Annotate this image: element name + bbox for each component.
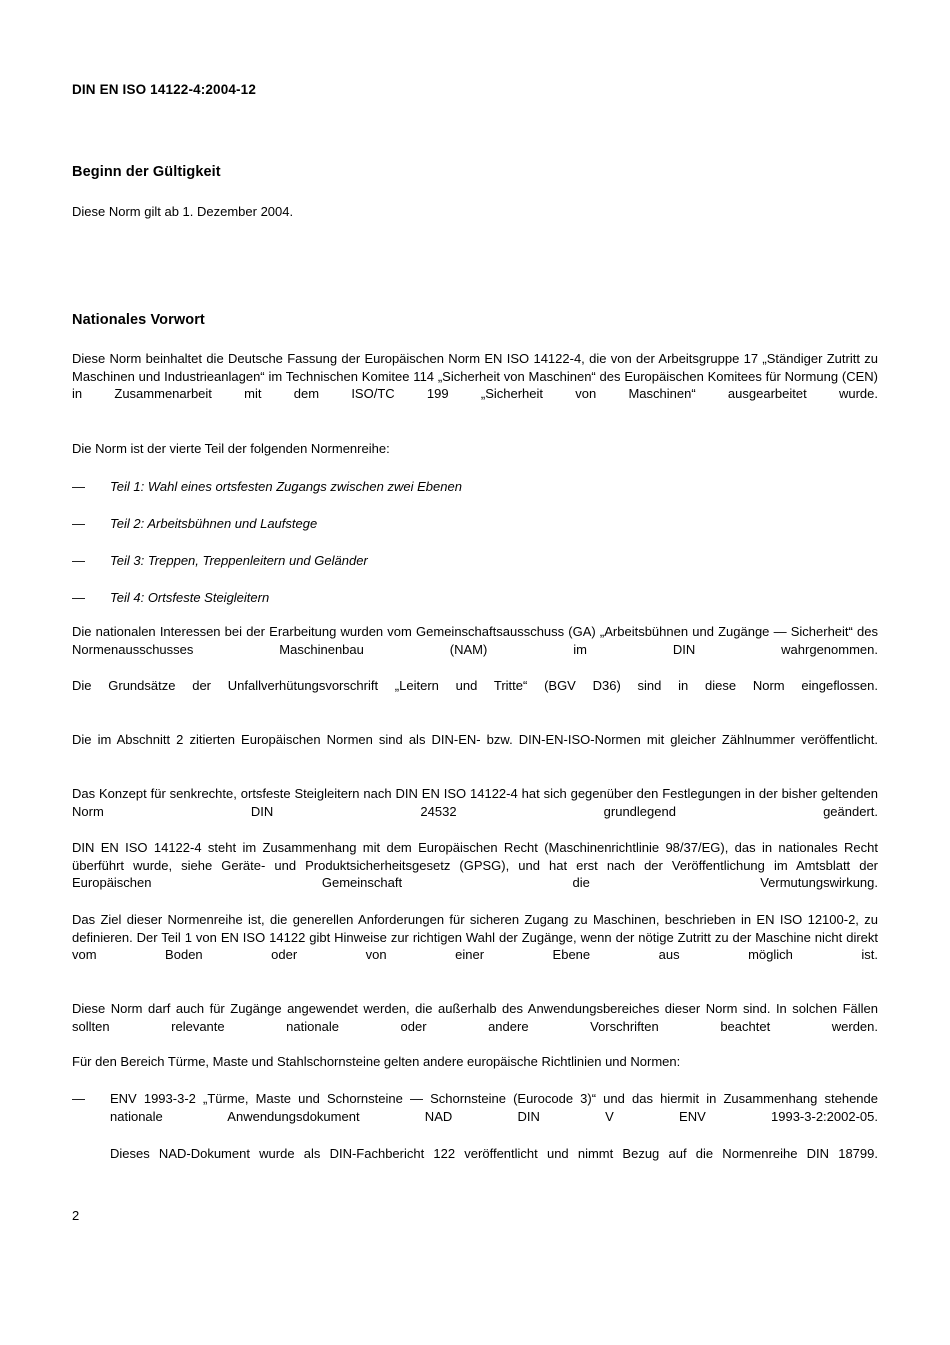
paragraph-foreword-4: Die Grundsätze der Unfallverhütungsvorschrift „Leitern und Tritte“ (BGV D36) sind in diese Norm eingeflossen. — [72, 678, 878, 693]
list-item-teil-2 — [72, 515, 878, 533]
paragraph-foreword-5: Die im Abschnitt 2 zitierten Europäischen Normen sind als DIN-EN- bzw. DIN-EN-ISO-Normen mit gleicher Zählnummer veröffentlicht. — [72, 732, 878, 747]
em-dash-marker-icon: — — [72, 1091, 85, 1106]
list-item-label: Teil 2: Arbeitsbühnen und Laufstege — [110, 516, 318, 531]
em-dash-marker-icon: — — [72, 590, 85, 605]
paragraph-nad-note: Dieses NAD-Dokument wurde als DIN-Fachbericht 122 veröffentlicht und nimmt Bezug auf die Normenreihe DIN 18799. — [110, 1146, 878, 1161]
list-item-teil-4 — [72, 589, 878, 607]
heading-nationales-vorwort: Nationales Vorwort — [72, 312, 205, 328]
heading-beginn-der-gueltigkeit: Beginn der Gültigkeit — [72, 164, 221, 180]
em-dash-marker-icon: — — [72, 479, 85, 494]
list-item-label: Teil 1: Wahl eines ortsfesten Zugangs zwischen zwei Ebenen — [110, 479, 462, 494]
em-dash-marker-icon: — — [72, 516, 85, 531]
paragraph-foreword-2: Die Norm ist der vierte Teil der folgenden Normenreihe: — [72, 441, 390, 456]
em-dash-marker-icon: — — [72, 553, 85, 568]
document-identifier: DIN EN ISO 14122-4:2004-12 — [72, 82, 256, 97]
paragraph-foreword-8: Das Ziel dieser Normenreihe ist, die generellen Anforderungen für sicheren Zugang zu Maschinen, beschrieben in EN ISO 12100-2, zu definieren. Der Teil 1 von EN ISO 14122 gibt Hinweise zur richtigen Wahl der Zugänge, wenn der nötige Zutritt zu der Maschine nicht direkt vom Boden oder von einer Ebene aus möglich ist. — [72, 912, 878, 963]
list-item-teil-3 — [72, 552, 878, 570]
page-number: 2 — [72, 1208, 80, 1223]
paragraph-foreword-1: Diese Norm beinhaltet die Deutsche Fassung der Europäischen Norm EN ISO 14122-4, die von der Arbeitsgruppe 17 „Ständiger Zutritt zu Maschinen und Industrieanlagen“ im Technischen Komitee 114 „Sicherheit von Maschinen“ des Europäischen Komitees für Normung (CEN) in Zusammenarbeit mit dem ISO/TC 199 „Sicherheit von Maschinen“ ausgearbeitet wurde. — [72, 351, 878, 402]
list-item-label: Teil 4: Ortsfeste Steigleitern — [110, 590, 270, 605]
list-item-env-1993-3-2 — [72, 1090, 878, 1143]
paragraph-foreword-7: DIN EN ISO 14122-4 steht im Zusammenhang mit dem Europäischen Recht (Maschinenrichtlinie 98/37/EG), das in nationales Recht überführt wurde, siehe Geräte- und Produktsicherheitsgesetz (GPSG), und hat erst nach der Veröffentlichung im Amtsblatt der Europäischen Gemeinschaft die Vermutungswirkung. — [72, 840, 878, 891]
paragraph-foreword-6: Das Konzept für senkrechte, ortsfeste Steigleitern nach DIN EN ISO 14122-4 hat sich gegenüber den Festlegungen in der bisher geltenden Norm DIN 24532 grundlegend geändert. — [72, 786, 878, 819]
paragraph-validity-date: Diese Norm gilt ab 1. Dezember 2004. — [72, 204, 294, 219]
paragraph-foreword-3: Die nationalen Interessen bei der Erarbeitung wurden vom Gemeinschaftsausschuss (GA) „Arbeitsbühnen und Zugänge — Sicherheit“ des Normenausschusses Maschinenbau (NAM) im DIN wahrgenommen. — [72, 624, 878, 657]
list-item-label: ENV 1993-3-2 „Türme, Maste und Schornsteine — Schornsteine (Eurocode 3)“ und das hiermit in Zusammenhang stehende nationale Anwendungsdokument NAD DIN V ENV 1993-3-2:2002-05. — [110, 1091, 878, 1124]
paragraph-foreword-9: Diese Norm darf auch für Zugänge angewendet werden, die außerhalb des Anwendungsbereiches dieser Norm sind. In solchen Fällen sollten relevante nationale oder andere Vorschriften beachtet werden. — [72, 1001, 878, 1034]
paragraph-foreword-10: Für den Bereich Türme, Maste und Stahlschornsteine gelten andere europäische Richtlinien und Normen: — [72, 1054, 681, 1069]
list-item-label: Teil 3: Treppen, Treppenleitern und Geländer — [110, 553, 368, 568]
list-item-teil-1 — [72, 478, 878, 496]
